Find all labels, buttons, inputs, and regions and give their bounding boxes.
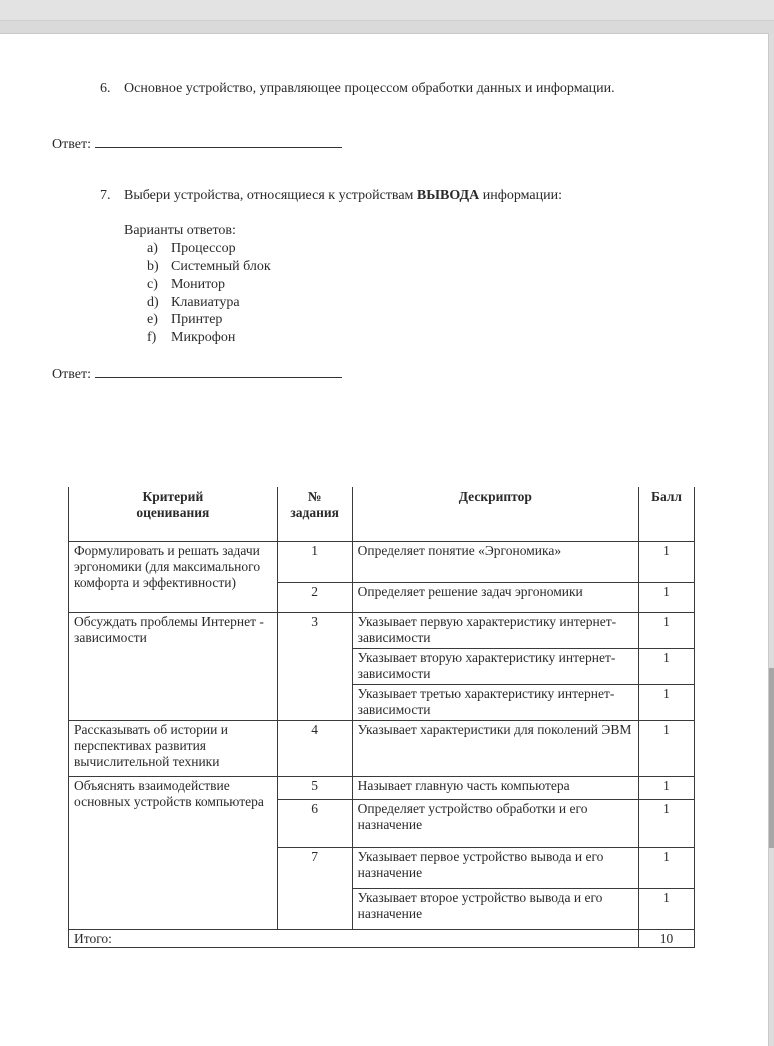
task-number: 4 — [277, 720, 352, 776]
scrollbar-thumb[interactable] — [769, 668, 774, 848]
total-points: 10 — [639, 929, 695, 947]
total-row — [69, 929, 695, 947]
points: 1 — [639, 612, 695, 648]
points: 1 — [639, 720, 695, 776]
vertical-scrollbar[interactable] — [768, 33, 774, 1046]
criterion-cell: Обсуждать проблемы Интернет - зависимости — [69, 612, 278, 720]
answer-7-field[interactable] — [95, 364, 342, 378]
descriptor: Называет главную часть компьютера — [352, 776, 638, 799]
task-number: 6 — [277, 799, 352, 847]
criterion-cell: Объяснять взаимодействие основных устройств компьютера — [69, 776, 278, 929]
question-text-bold: ВЫВОДА — [416, 188, 480, 203]
question-7 — [100, 187, 562, 205]
descriptor: Определяет устройство обработки и его назначение — [352, 799, 638, 847]
task-number: 5 — [277, 776, 352, 799]
points: 1 — [639, 684, 695, 720]
total-label: Итого: — [69, 929, 639, 947]
option-d: d) Клавиатура — [147, 295, 240, 310]
question-6 — [100, 80, 615, 98]
answer-label: Ответ: — [52, 367, 91, 382]
points: 1 — [639, 847, 695, 888]
answer-6 — [52, 134, 342, 154]
viewer-subbar — [0, 21, 774, 34]
task-number: 2 — [277, 582, 352, 612]
option-a: a) Процессор — [147, 241, 236, 256]
points: 1 — [639, 541, 695, 582]
descriptor: Указывает второе устройство вывода и его назначение — [352, 888, 638, 929]
table-row — [69, 612, 695, 648]
task-number: 3 — [277, 612, 352, 720]
descriptor: Указывает первое устройство вывода и его назначение — [352, 847, 638, 888]
descriptor: Указывает первую характеристику интернет-зависимости — [352, 612, 638, 648]
table-header-row — [69, 487, 695, 541]
option-e: e) Принтер — [147, 312, 223, 327]
rubric-table — [68, 487, 695, 948]
task-number: 1 — [277, 541, 352, 582]
descriptor: Указывает характеристики для поколений ЭВМ — [352, 720, 638, 776]
answer-6-field[interactable] — [95, 134, 342, 148]
descriptor: Определяет понятие «Эргономика» — [352, 541, 638, 582]
viewer-toolbar — [0, 0, 774, 21]
option-b: b) Системный блок — [147, 259, 271, 274]
answer-label: Ответ: — [52, 137, 91, 152]
table-row — [69, 776, 695, 799]
descriptor: Указывает третью характеристику интернет-зависимости — [352, 684, 638, 720]
points: 1 — [639, 582, 695, 612]
options-label: Варианты ответов: — [124, 223, 236, 238]
question-text-before: Выбери устройства, относящиеся к устройствам — [124, 188, 417, 203]
descriptor: Указывает вторую характеристику интернет-зависимости — [352, 648, 638, 684]
table-row — [69, 541, 695, 582]
criterion-cell: Рассказывать об истории и перспективах развития вычислительной техники — [69, 720, 278, 776]
question-number: 6. — [100, 81, 111, 96]
question-number: 7. — [100, 188, 111, 203]
question-text: Основное устройство, управляющее процессом обработки данных и информации. — [124, 81, 615, 96]
table-row — [69, 720, 695, 776]
option-c: c) Монитор — [147, 277, 226, 292]
header-points: Балл — [639, 487, 695, 541]
option-f: f) Микрофон — [147, 330, 236, 345]
header-task-number: № задания — [277, 487, 352, 541]
points: 1 — [639, 648, 695, 684]
header-descriptor: Дескриптор — [352, 487, 638, 541]
question-text-after: информации: — [479, 188, 562, 203]
criterion-cell: Формулировать и решать задачи эргономики (для максимального комфорта и эффективности) — [69, 541, 278, 612]
descriptor: Определяет решение задач эргономики — [352, 582, 638, 612]
points: 1 — [639, 776, 695, 799]
answer-7 — [52, 364, 342, 384]
task-number: 7 — [277, 847, 352, 929]
points: 1 — [639, 888, 695, 929]
header-criterion: Критерий оценивания — [69, 487, 278, 541]
points: 1 — [639, 799, 695, 847]
